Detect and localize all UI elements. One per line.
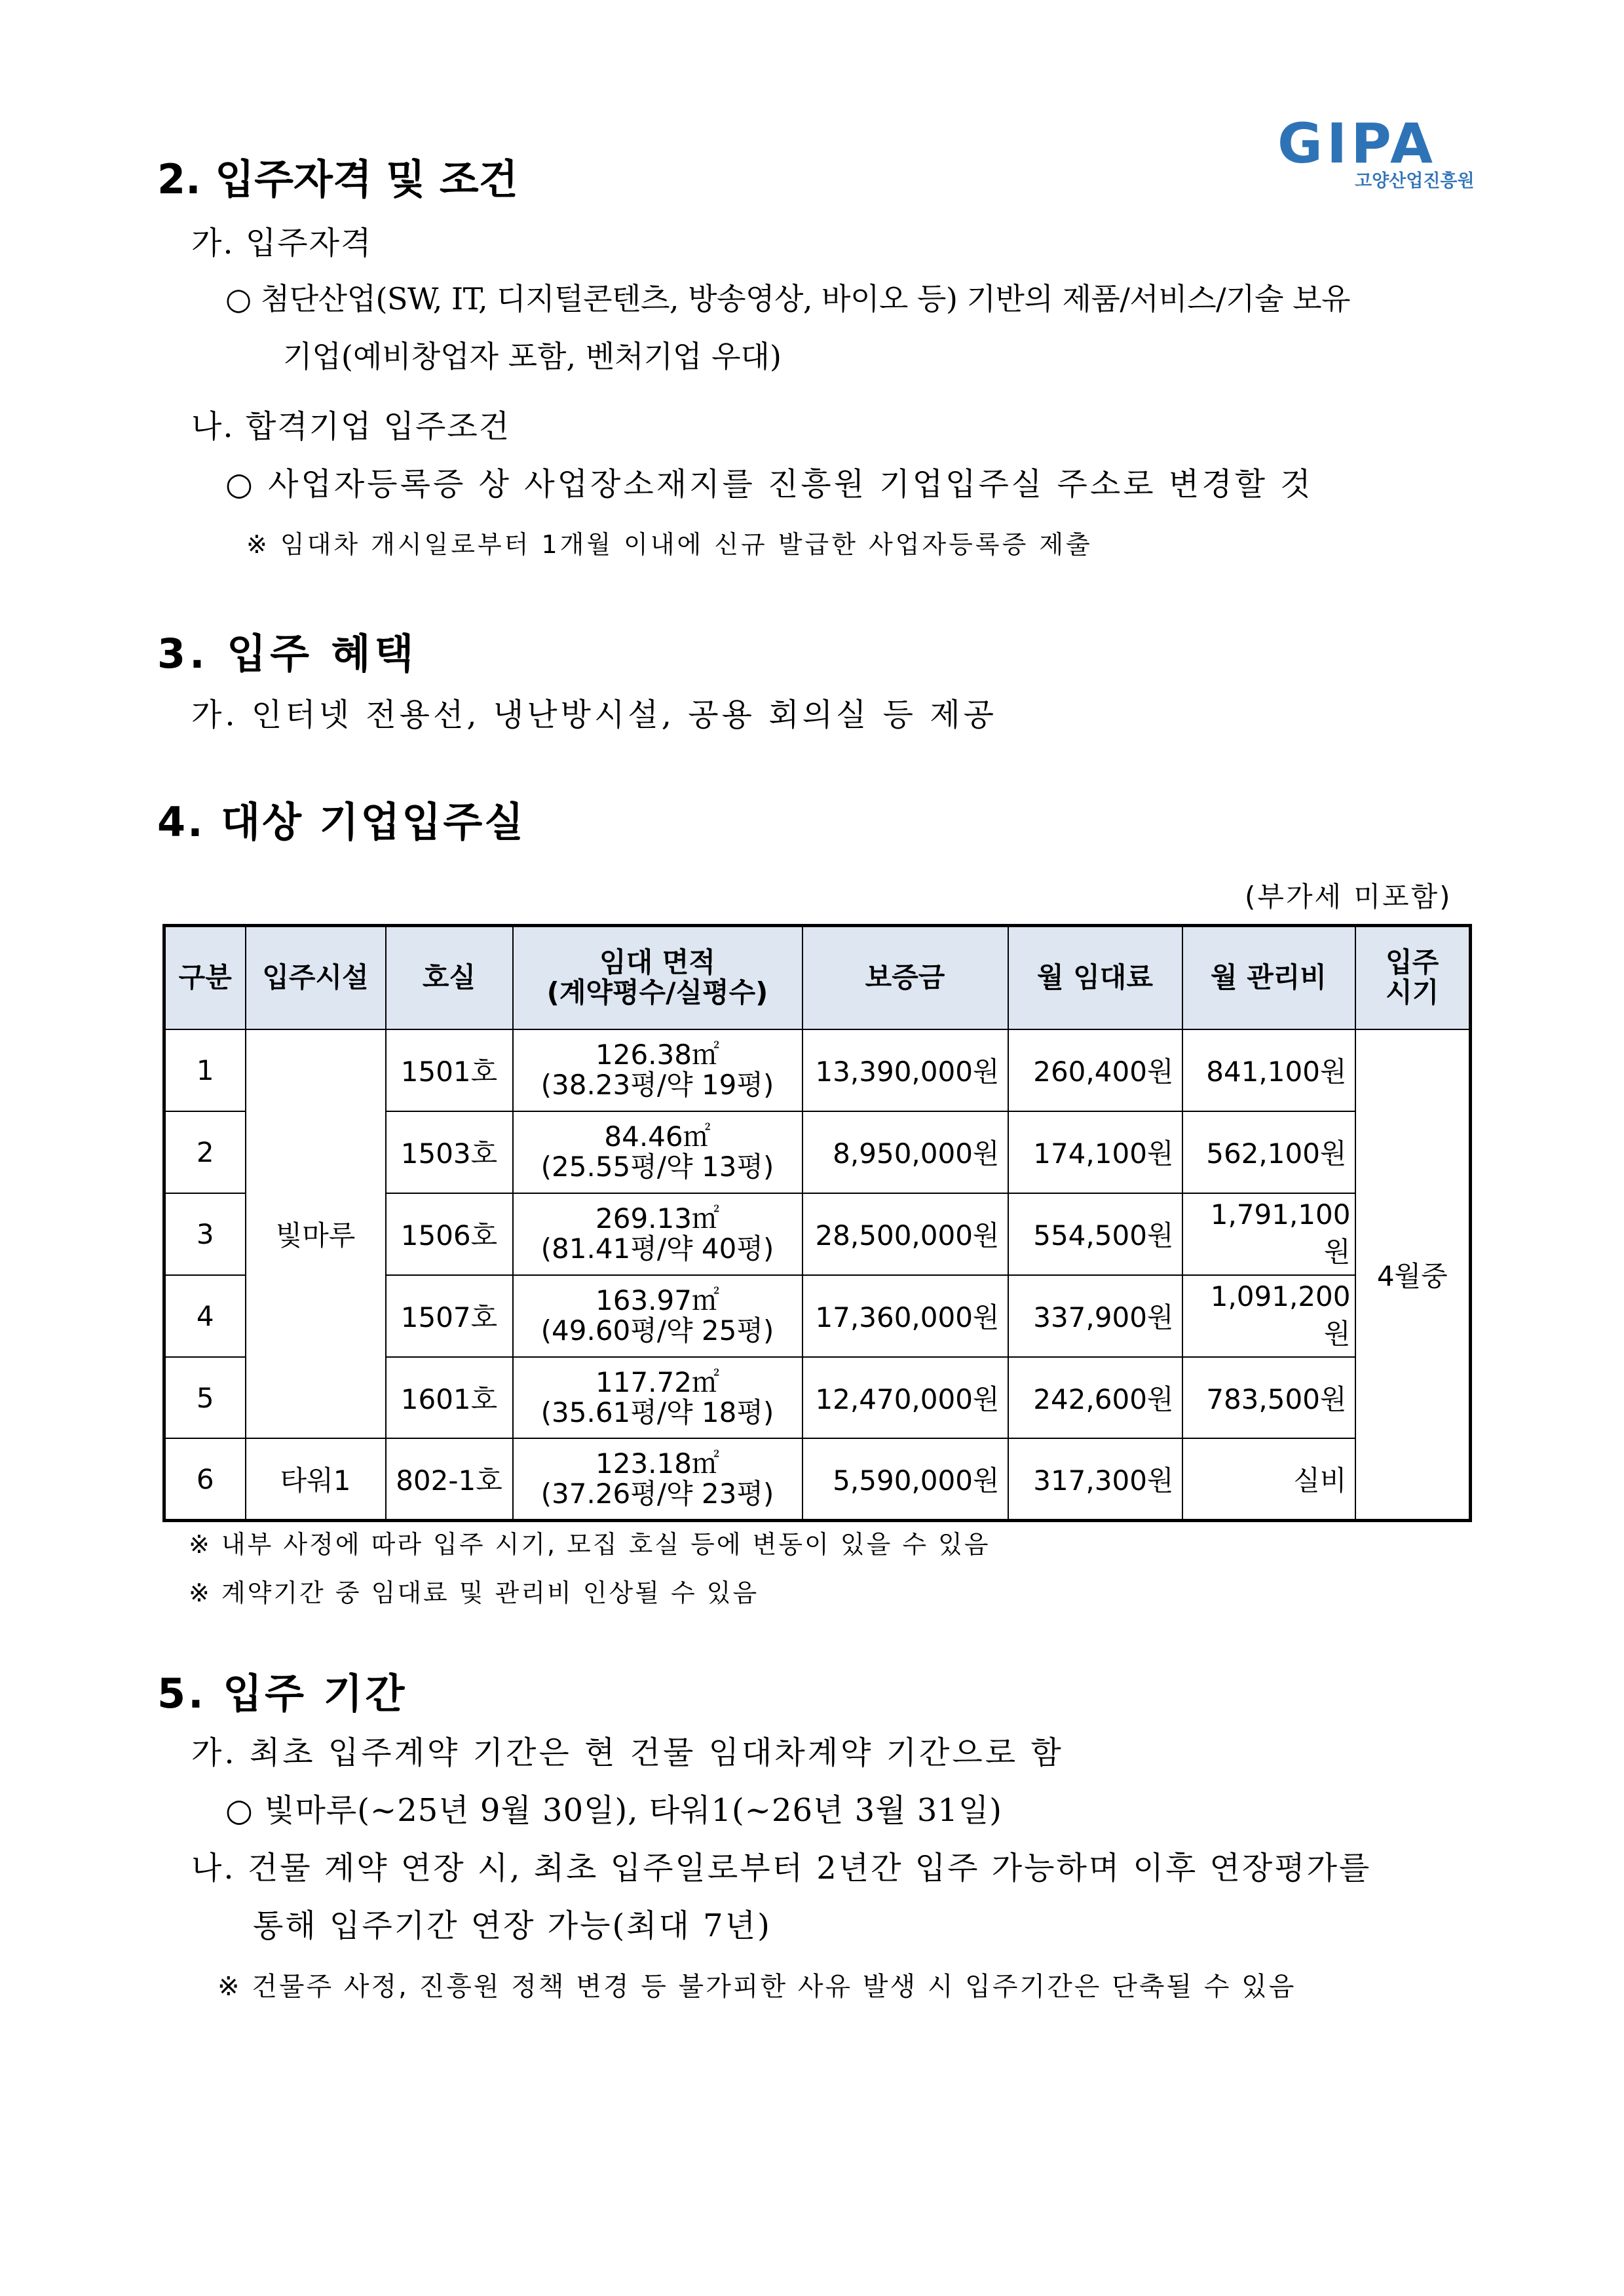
table-row (164, 1029, 1471, 1111)
cell-move-in: 4월중 (1355, 1029, 1471, 1521)
section-2-a-item-line1: ○ 첨단산업(SW, IT, 디지털콘텐츠, 방송영상, 바이오 등) 기반의 제품/서비스/기술 보유 (225, 281, 1351, 316)
header-deposit: 보증금 (803, 926, 1008, 1029)
cell-room: 1501호 (386, 1029, 513, 1111)
cell-deposit: 8,950,000원 (803, 1111, 1008, 1193)
gipa-logo (1277, 111, 1494, 193)
cell-no: 5 (164, 1357, 246, 1439)
cell-mgmt: 562,100원 (1182, 1111, 1355, 1193)
cell-area-py: (35.61평/약 18평) (540, 1396, 774, 1428)
section-5-note: ※ 건물주 사정, 진흥원 정책 변경 등 불가피한 사유 발생 시 입주기간은 단축될 수 있음 (217, 1972, 1296, 2002)
cell-area-py: (37.26평/약 23평) (540, 1478, 774, 1510)
cell-area-py: (81.41평/약 40평) (540, 1233, 774, 1265)
cell-area (513, 1111, 803, 1193)
cell-deposit: 28,500,000원 (803, 1193, 1008, 1275)
cell-rent: 554,500원 (1008, 1193, 1182, 1275)
cell-room: 1506호 (386, 1193, 513, 1275)
table-note-1: ※ 내부 사정에 따라 입주 시기, 모집 호실 등에 변동이 있을 수 있음 (189, 1530, 991, 1559)
cell-area-m2: 123.18㎡ (595, 1447, 719, 1480)
cell-area-m2: 117.72㎡ (595, 1366, 719, 1398)
cell-area-m2: 126.38㎡ (595, 1039, 719, 1071)
section-5-a-item: ○ 빛마루(~25년 9월 30일), 타워1(~26년 3월 31일) (225, 1792, 1003, 1829)
cell-mgmt: 1,791,100원 (1182, 1193, 1355, 1275)
cell-area (513, 1357, 803, 1439)
cell-area-py: (49.60평/약 25평) (540, 1314, 774, 1347)
header-move-in (1355, 926, 1471, 1029)
header-room: 호실 (386, 926, 513, 1029)
logo-letters: GIPA (1277, 111, 1437, 176)
cell-rent: 337,900원 (1008, 1275, 1182, 1357)
cell-room: 802-1호 (386, 1438, 513, 1520)
cell-area-m2: 163.97㎡ (595, 1284, 719, 1316)
cell-rent: 317,300원 (1008, 1438, 1182, 1520)
cell-room: 1601호 (386, 1357, 513, 1439)
rooms-table (162, 924, 1472, 1522)
section-5-a: 가. 최초 입주계약 기간은 현 건물 임대차계약 기간으로 함 (191, 1734, 1064, 1771)
header-area (513, 926, 803, 1029)
cell-area (513, 1438, 803, 1520)
cell-area (513, 1275, 803, 1357)
header-move-in-line2: 시기 (1386, 976, 1439, 1009)
cell-area-m2: 269.13㎡ (595, 1202, 719, 1234)
header-area-line1: 임대 면적 (599, 946, 715, 979)
section-2-b: 나. 합격기업 입주조건 (191, 408, 511, 445)
cell-mgmt: 783,500원 (1182, 1357, 1355, 1439)
cell-no: 6 (164, 1438, 246, 1520)
cell-deposit: 12,470,000원 (803, 1357, 1008, 1439)
cell-mgmt: 1,091,200원 (1182, 1275, 1355, 1357)
logo-subtitle: 고양산업진흥원 (1355, 171, 1475, 191)
cell-rent: 260,400원 (1008, 1029, 1182, 1111)
cell-no: 4 (164, 1275, 246, 1357)
cell-area-m2: 84.46㎡ (604, 1120, 711, 1153)
cell-facility: 빛마루 (246, 1029, 386, 1439)
cell-mgmt: 841,100원 (1182, 1029, 1355, 1111)
cell-mgmt: 실비 (1182, 1438, 1355, 1520)
cell-no: 3 (164, 1193, 246, 1275)
section-2-a: 가. 입주자격 (191, 225, 373, 261)
section-3-title: 3. 입주 혜택 (157, 630, 418, 678)
cell-deposit: 17,360,000원 (803, 1275, 1008, 1357)
header-rent: 월 임대료 (1008, 926, 1182, 1029)
table-row (164, 1438, 1471, 1520)
section-5-b-line2: 통해 입주기간 연장 가능(최대 7년) (253, 1907, 772, 1944)
cell-deposit: 5,590,000원 (803, 1438, 1008, 1520)
section-3-a: 가. 인터넷 전용선, 냉난방시설, 공용 회의실 등 제공 (191, 697, 997, 733)
section-2-a-item-line2: 기업(예비창업자 포함, 벤처기업 우대) (283, 339, 782, 374)
cell-area-py: (38.23평/약 19평) (540, 1069, 774, 1101)
cell-area (513, 1029, 803, 1111)
header-area-line2: (계약평수/실평수) (546, 976, 768, 1009)
section-5-title: 5. 입주 기간 (157, 1670, 407, 1717)
cell-rent: 174,100원 (1008, 1111, 1182, 1193)
header-no: 구분 (164, 926, 246, 1029)
cell-no: 2 (164, 1111, 246, 1193)
cell-no: 1 (164, 1029, 246, 1111)
cell-rent: 242,600원 (1008, 1357, 1182, 1439)
header-move-in-line1: 입주 (1386, 946, 1439, 979)
cell-area-py: (25.55평/약 13평) (540, 1151, 774, 1183)
table-header-row (164, 926, 1471, 1029)
table-note-2: ※ 계약기간 중 임대료 및 관리비 인상될 수 있음 (189, 1578, 759, 1607)
cell-facility: 타워1 (246, 1438, 386, 1520)
section-5-b-line1: 나. 건물 계약 연장 시, 최초 입주일로부터 2년간 입주 가능하며 이후 연장평가를 (191, 1850, 1372, 1886)
cell-deposit: 13,390,000원 (803, 1029, 1008, 1111)
cell-room: 1507호 (386, 1275, 513, 1357)
section-2-b-item: ○ 사업자등록증 상 사업장소재지를 진흥원 기업입주실 주소로 변경할 것 (225, 466, 1313, 503)
vat-note: (부가세 미포함) (1245, 881, 1452, 913)
cell-room: 1503호 (386, 1111, 513, 1193)
cell-area (513, 1193, 803, 1275)
section-2-b-note: ※ 임대차 개시일로부터 1개월 이내에 신규 발급한 사업자등록증 제출 (246, 530, 1093, 559)
header-facility: 입주시설 (246, 926, 386, 1029)
section-2-title: 2. 입주자격 및 조건 (157, 155, 518, 203)
section-4-title: 4. 대상 기업입주실 (157, 798, 526, 846)
header-mgmt: 월 관리비 (1182, 926, 1355, 1029)
